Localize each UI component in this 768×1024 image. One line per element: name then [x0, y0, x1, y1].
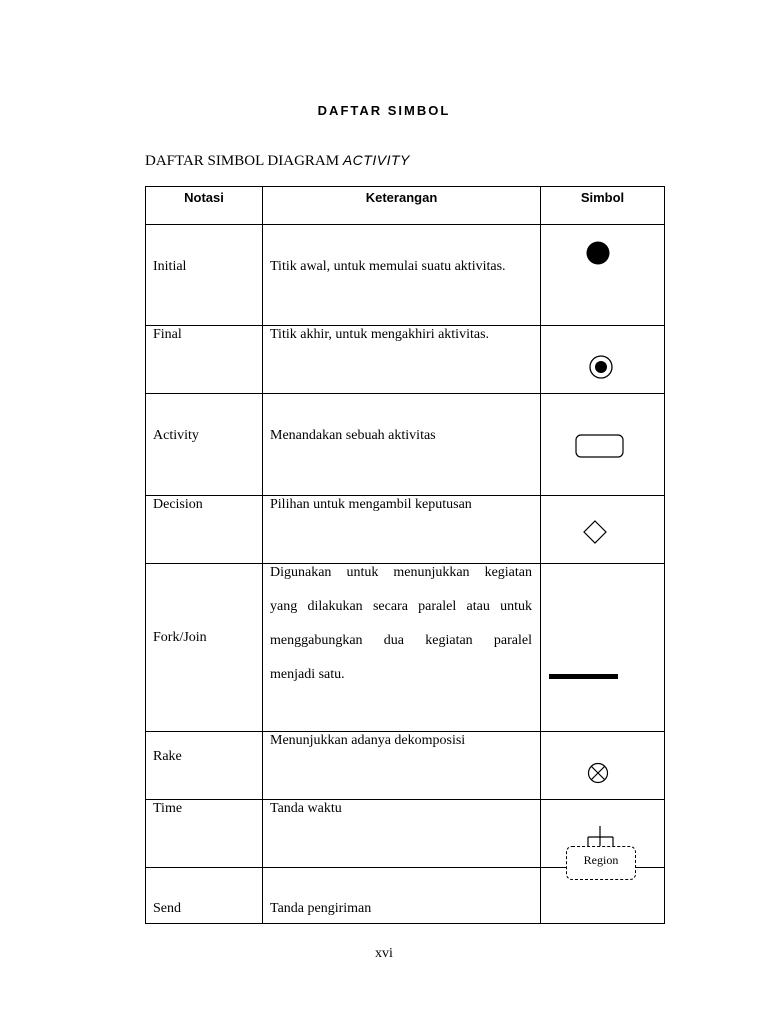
description-line: menjadi satu.: [270, 667, 345, 682]
region-box-icon: [566, 846, 636, 880]
symbol-table: [145, 186, 665, 924]
cell-keterangan: Tanda waktu: [263, 800, 541, 868]
cell-notasi: Time: [146, 800, 263, 868]
cell-keterangan: Menunjukkan adanya dekomposisi: [263, 732, 541, 800]
cell-notasi: Send: [146, 868, 263, 924]
cell-keterangan: Pilihan untuk mengambil keputusan: [263, 496, 541, 564]
header-simbol: Simbol: [541, 187, 665, 225]
cell-notasi: Final: [146, 326, 263, 394]
page-number: xvi: [375, 946, 393, 961]
cell-simbol: [541, 326, 665, 394]
cell-simbol: [541, 496, 665, 564]
circle-x-icon: [586, 761, 610, 785]
cell-keterangan: Titik awal, untuk memulai suatu aktivitas.: [263, 225, 541, 326]
cell-notasi: Rake: [146, 732, 263, 800]
fork-join-description: [270, 556, 532, 692]
cell-simbol: [541, 394, 665, 496]
filled-circle-icon: [585, 240, 611, 266]
cell-notasi: Decision: [146, 496, 263, 564]
region-label: Region: [583, 853, 619, 867]
bar-icon: [548, 672, 620, 682]
cell-keterangan: Titik akhir, untuk mengakhiri aktivitas.: [263, 326, 541, 394]
cell-notasi: Fork/Join: [146, 564, 263, 732]
page-heading: DAFTAR SIMBOL: [317, 103, 451, 118]
table-row: [146, 564, 665, 732]
cell-simbol: [541, 225, 665, 326]
bullseye-icon: [588, 354, 614, 380]
header-notasi: Notasi: [146, 187, 263, 225]
section-title-italic: ACTIVITY: [342, 152, 410, 168]
cell-keterangan: Menandakan sebuah aktivitas: [263, 394, 541, 496]
table-row: [146, 496, 665, 564]
table-row: [146, 326, 665, 394]
header-keterangan: Keterangan: [263, 187, 541, 225]
section-title: [145, 152, 410, 170]
cell-keterangan: [263, 564, 541, 732]
diamond-icon: [581, 519, 609, 547]
table-row: [146, 732, 665, 800]
table-row: [146, 394, 665, 496]
description-line: menggabungkan dua kegiatan paralel: [270, 633, 532, 648]
description-line: yang dilakukan secara paralel atau untuk: [270, 599, 532, 614]
rounded-rectangle-icon: [575, 434, 627, 462]
table-row: [146, 225, 665, 326]
description-line: Digunakan untuk menunjukkan kegiatan: [270, 565, 532, 580]
table-header-row: [146, 187, 665, 225]
cell-simbol: [541, 732, 665, 800]
section-title-prefix: DAFTAR SIMBOL DIAGRAM: [145, 153, 340, 169]
cell-simbol: [541, 564, 665, 732]
cell-notasi: Activity: [146, 394, 263, 496]
cell-notasi: Initial: [146, 225, 263, 326]
cell-keterangan: Tanda pengiriman: [263, 868, 541, 924]
